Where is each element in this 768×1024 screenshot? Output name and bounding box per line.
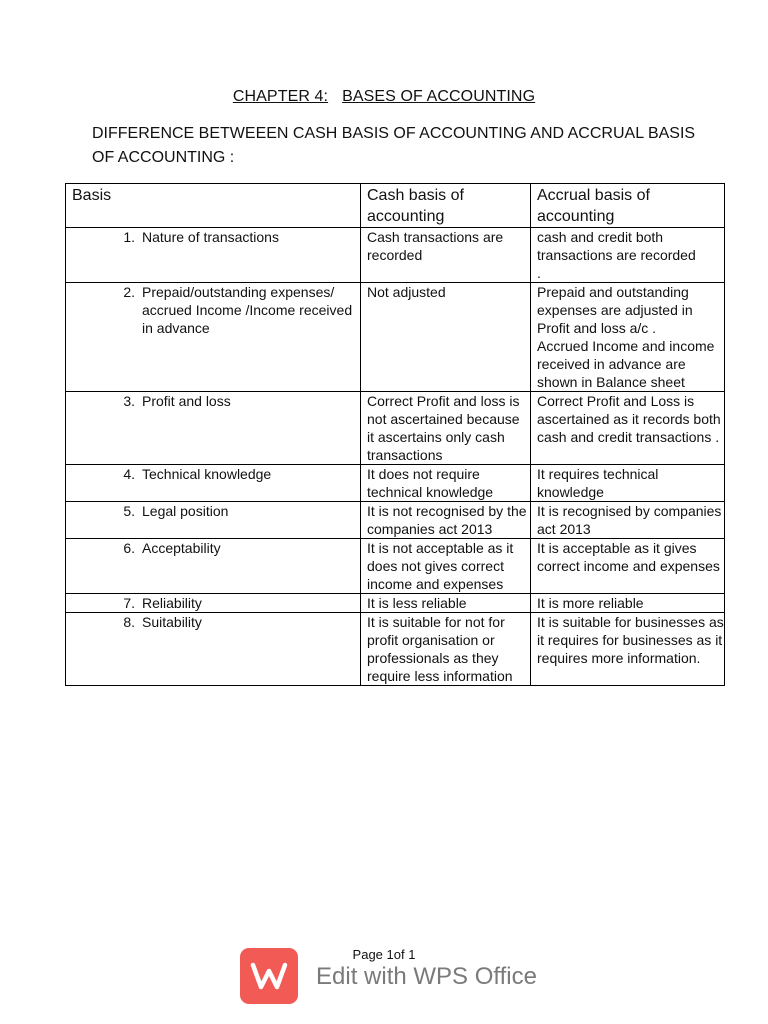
basis-text: Technical knowledge xyxy=(142,466,272,482)
chapter-number: CHAPTER 4: xyxy=(232,88,329,105)
row-number: 1. xyxy=(123,229,135,245)
table-row xyxy=(66,613,725,686)
basis-text: Reliability xyxy=(142,595,202,611)
comparison-table xyxy=(65,183,725,686)
table-row xyxy=(66,594,725,613)
accrual-cell: Prepaid and outstanding expenses are adjusted in Profit and loss a/c . Accrued Income and income received in advance are shown in Balance sheet xyxy=(531,283,725,392)
row-number: 4. xyxy=(123,466,135,482)
table-row xyxy=(66,502,725,539)
header-basis: Basis xyxy=(66,184,361,228)
page-number: Page 1of 1 xyxy=(352,947,416,962)
row-number: 2. xyxy=(123,284,135,300)
accrual-cell: It is more reliable xyxy=(531,594,725,613)
table-row xyxy=(66,392,725,465)
accrual-cell: It is suitable for businesses as it requires for businesses as it requires more information. xyxy=(531,613,725,686)
table-row xyxy=(66,465,725,502)
basis-text: Suitability xyxy=(142,614,202,630)
cash-cell: Correct Profit and loss is not ascertained because it ascertains only cash transactions xyxy=(361,392,531,465)
basis-cell xyxy=(66,613,361,686)
cash-cell: It is less reliable xyxy=(361,594,531,613)
accrual-cell: It is acceptable as it gives correct income and expenses xyxy=(531,539,725,594)
row-number: 5. xyxy=(123,503,135,519)
row-number: 8. xyxy=(123,614,135,630)
basis-text: Prepaid/outstanding expenses/ accrued Income /Income received in advance xyxy=(142,284,353,336)
basis-cell xyxy=(66,228,361,283)
accrual-cell: cash and credit both transactions are recorded . xyxy=(531,228,725,283)
cash-cell: It is suitable for not for profit organisation or professionals as they require less information xyxy=(361,613,531,686)
cash-cell: It is not acceptable as it does not gives correct income and expenses xyxy=(361,539,531,594)
basis-cell xyxy=(66,465,361,502)
header-cash: Cash basis of accounting xyxy=(361,184,531,228)
row-number: 3. xyxy=(123,393,135,409)
accrual-cell: Correct Profit and Loss is ascertained as it records both cash and credit transactions . xyxy=(531,392,725,465)
basis-text: Acceptability xyxy=(142,540,221,556)
basis-cell xyxy=(66,502,361,539)
chapter-name: BASES OF ACCOUNTING xyxy=(342,88,536,105)
table-row xyxy=(66,283,725,392)
basis-cell xyxy=(66,283,361,392)
section-heading: DIFFERENCE BETWEEEN CASH BASIS OF ACCOUNTING AND ACCRUAL BASIS OF ACCOUNTING : xyxy=(92,125,696,166)
basis-cell xyxy=(66,539,361,594)
header-accrual: Accrual basis of accounting xyxy=(531,184,725,228)
cash-cell: Not adjusted xyxy=(361,283,531,392)
chapter-title xyxy=(0,88,768,106)
basis-text: Profit and loss xyxy=(142,393,231,409)
basis-cell xyxy=(66,392,361,465)
row-number: 7. xyxy=(123,595,135,611)
accrual-cell: It requires technical knowledge xyxy=(531,465,725,502)
table-row xyxy=(66,539,725,594)
basis-text: Legal position xyxy=(142,503,229,519)
row-number: 6. xyxy=(123,540,135,556)
table-row xyxy=(66,228,725,283)
cash-cell: It does not require technical knowledge xyxy=(361,465,531,502)
accrual-cell: It is recognised by companies act 2013 xyxy=(531,502,725,539)
cash-cell: Cash transactions are recorded xyxy=(361,228,531,283)
cash-cell: It is not recognised by the companies act 2013 xyxy=(361,502,531,539)
basis-cell xyxy=(66,594,361,613)
wps-edit-label: Edit with WPS Office xyxy=(316,963,537,990)
wps-edit-banner[interactable] xyxy=(240,948,537,1004)
basis-text: Nature of transactions xyxy=(142,229,279,245)
table-header-row xyxy=(66,184,725,228)
wps-logo-icon xyxy=(240,948,298,1004)
